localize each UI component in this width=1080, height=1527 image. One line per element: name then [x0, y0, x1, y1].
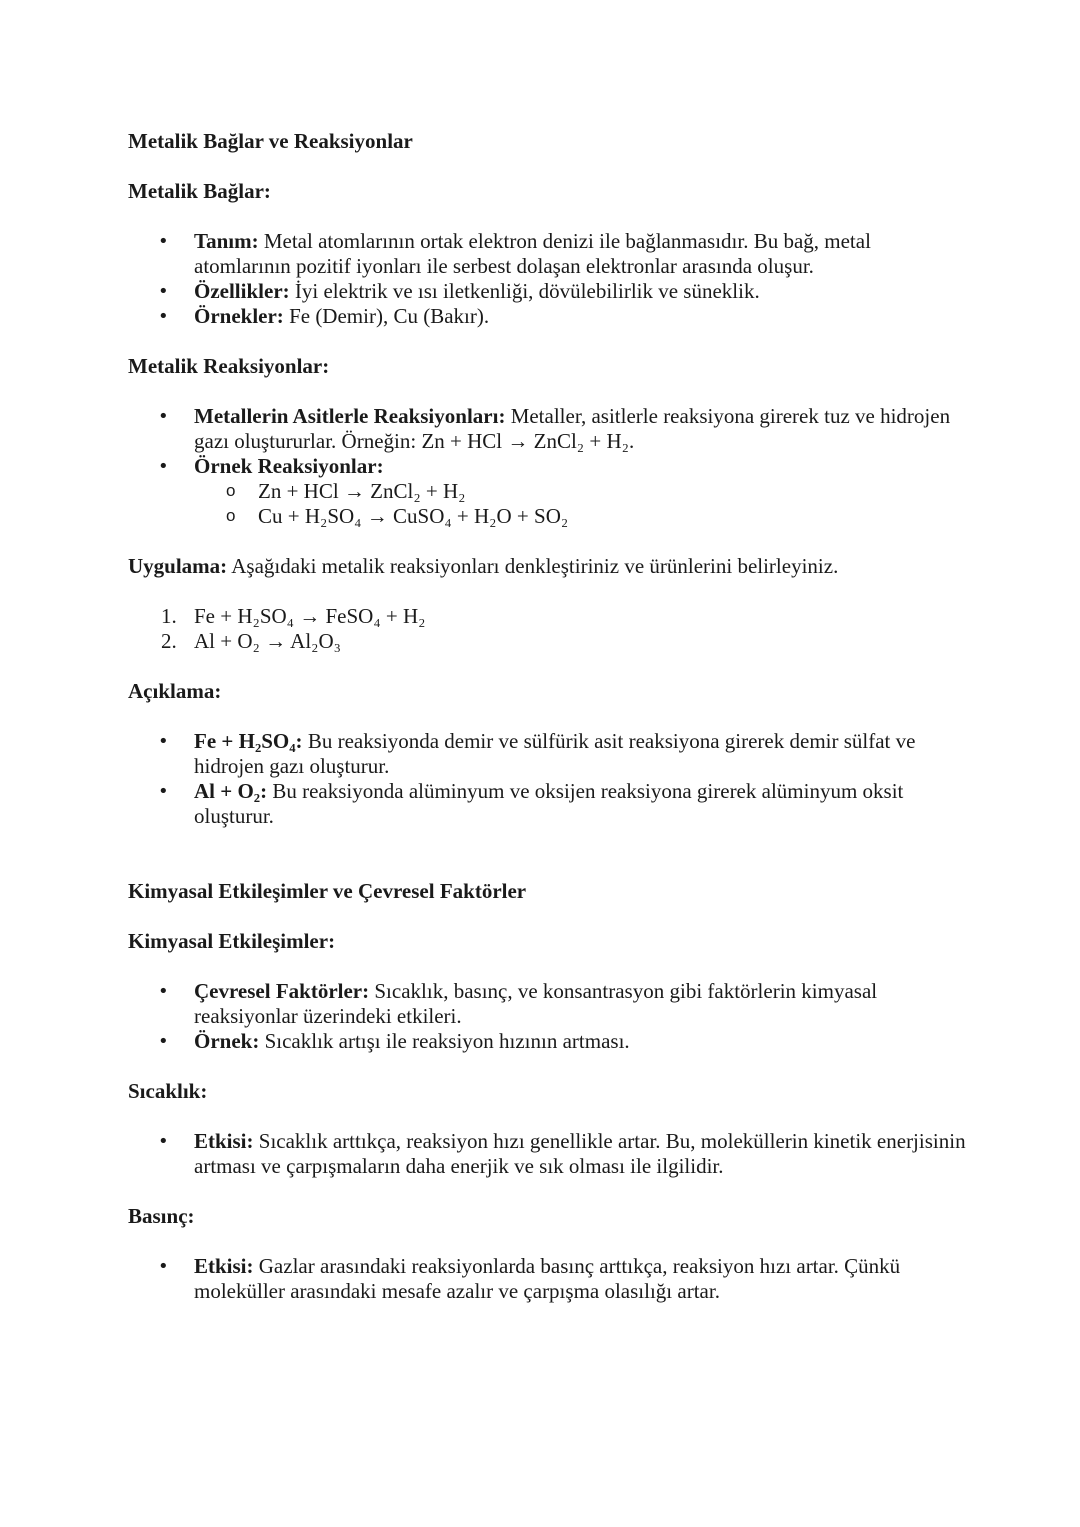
metallic-reactions-list — [128, 404, 968, 479]
heading-chemical-interactions: Kimyasal Etkileşimler: — [128, 929, 336, 953]
item-label: Özellikler: — [194, 279, 290, 303]
application-text: Aşağıdaki metalik reaksiyonları denkleştiriniz ve ürünlerini belirleyiniz. — [227, 554, 839, 578]
item-text: Bu reaksiyonda demir ve sülfürik asit reaksiyona girerek demir sülfat ve hidrojen gazı oluşturur. — [194, 729, 916, 778]
list-item — [128, 229, 968, 279]
item-label: Metallerin Asitlerle Reaksiyonları: — [194, 404, 506, 428]
item-label: Etkisi: — [194, 1129, 254, 1153]
list-item — [128, 304, 968, 329]
explanation-list — [128, 729, 968, 829]
item-label: Örnek Reaksiyonlar: — [194, 454, 384, 478]
item-text: Bu reaksiyonda alüminyum ve oksijen reaksiyona girerek alüminyum oksit oluşturur. — [194, 779, 904, 828]
item-label: Örnek: — [194, 1029, 260, 1053]
example-reactions-sublist — [128, 479, 968, 529]
document-page — [128, 129, 968, 1304]
list-item — [128, 1029, 968, 1054]
heading-pressure: Basınç: — [128, 1204, 195, 1228]
item-label: Fe + H₂SO₄: — [194, 729, 303, 753]
item-label: Etkisi: — [194, 1254, 254, 1278]
application-paragraph — [128, 554, 968, 579]
metallic-bonds-list — [128, 229, 968, 329]
item-number: 2. — [161, 629, 177, 653]
item-text: Fe + H₂SO₄ → FeSO₄ + H₂ — [194, 604, 426, 628]
item-text: Al + O₂ → Al₂O₃ — [194, 629, 341, 653]
heading-explanation: Açıklama: — [128, 679, 222, 703]
list-item — [128, 729, 968, 779]
item-text: İyi elektrik ve ısı iletkenliği, dövülebilirlik ve süneklik. — [289, 279, 760, 303]
list-item — [128, 779, 968, 829]
pressure-list — [128, 1254, 968, 1304]
list-item — [128, 404, 968, 454]
item-text: Sıcaklık, basınç, ve konsantrasyon gibi faktörlerin kimyasal reaksiyonlar üzerindeki etkileri. — [194, 979, 878, 1028]
application-list — [128, 604, 968, 654]
item-label: Örnekler: — [194, 304, 284, 328]
item-text: Sıcaklık arttıkça, reaksiyon hızı genellikle artar. Bu, moleküllerin kinetik enerjisinin artması ve çarpışmaların daha enerjik ve sık olması ile ilgilidir. — [194, 1129, 966, 1178]
item-text: Metaller, asitlerle reaksiyona girerek tuz ve hidrojen gazı oluştururlar. Örneğin: Zn + HCl → ZnCl₂ + H₂. — [194, 404, 951, 453]
item-text: Fe (Demir), Cu (Bakır). — [283, 304, 490, 328]
item-label: Al + O₂: — [194, 779, 268, 803]
list-item — [128, 1254, 968, 1304]
item-text: Gazlar arasındaki reaksiyonlarda basınç arttıkça, reaksiyon hızı artar. Çünkü moleküller arasındaki mesafe azalır ve çarpışma olasılığı artar. — [194, 1254, 901, 1303]
item-number: 1. — [161, 604, 177, 628]
section-title: Kimyasal Etkileşimler ve Çevresel Faktörler — [128, 879, 527, 903]
list-item — [128, 279, 968, 304]
application-label: Uygulama: — [128, 554, 228, 578]
numbered-item — [128, 629, 968, 654]
temperature-list — [128, 1129, 968, 1179]
heading-temperature: Sıcaklık: — [128, 1079, 208, 1103]
list-item — [128, 454, 968, 479]
section-title: Metalik Bağlar ve Reaksiyonlar — [128, 129, 413, 153]
item-label: Tanım: — [194, 229, 259, 253]
heading-metallic-reactions: Metalik Reaksiyonlar: — [128, 354, 330, 378]
item-text: Metal atomlarının ortak elektron denizi ile bağlanmasıdır. Bu bağ, metal atomlarının pozitif iyonları ile serbest dolaşan elektronlar arasında oluşur. — [194, 229, 871, 278]
sublist-item: o Cu + H₂SO₄ → CuSO₄ + H₂O + SO₂ — [128, 504, 968, 529]
numbered-item — [128, 604, 968, 629]
list-item — [128, 1129, 968, 1179]
item-text: Sıcaklık artışı ile reaksiyon hızının artması. — [259, 1029, 630, 1053]
list-item — [128, 979, 968, 1029]
item-label: Çevresel Faktörler: — [194, 979, 370, 1003]
heading-metallic-bonds: Metalik Bağlar: — [128, 179, 271, 203]
interactions-list — [128, 979, 968, 1054]
sublist-item: o Zn + HCl → ZnCl₂ + H₂ — [128, 479, 968, 504]
